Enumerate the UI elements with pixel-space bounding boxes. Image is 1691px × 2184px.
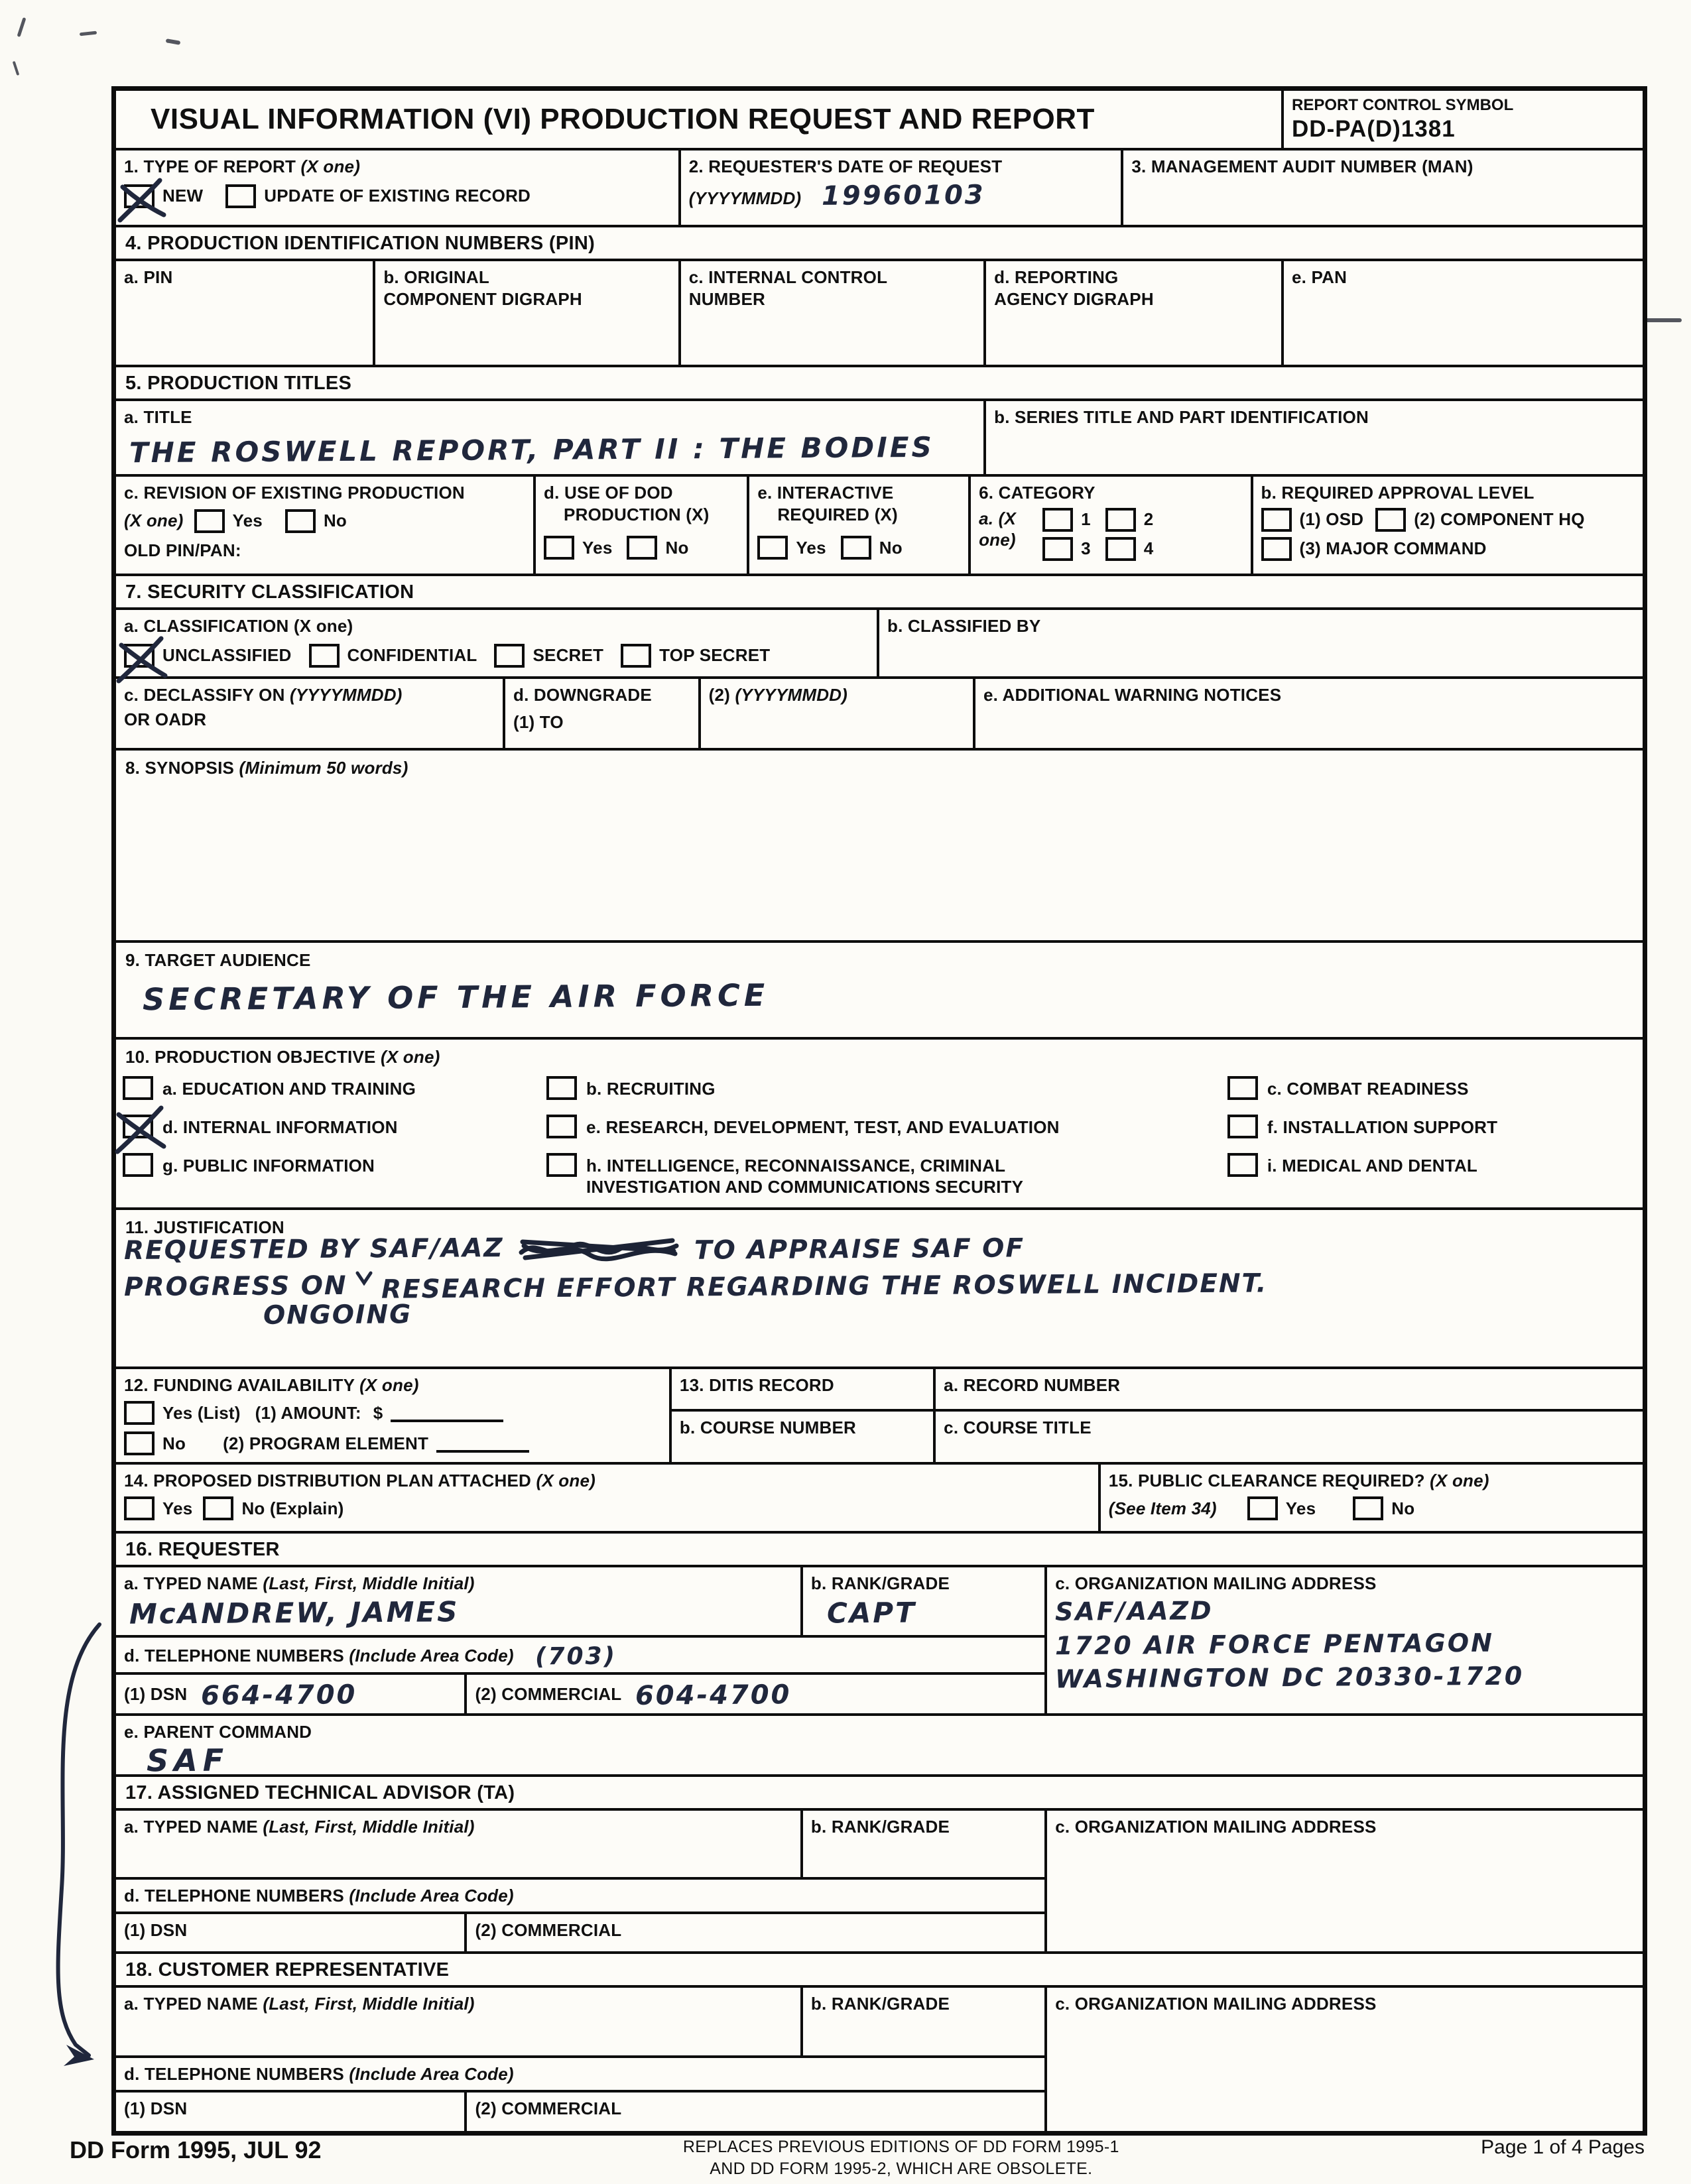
checkbox-revision-yes [194, 509, 225, 533]
section-16-requester [116, 1534, 1643, 1777]
requester-address-line3: WASHINGTON DC 20330-1720 [1055, 1661, 1525, 1694]
pan-cell: e. PAN [1291, 267, 1347, 287]
update-label: UPDATE OF EXISTING RECORD [264, 186, 531, 206]
checkbox-distribution-yes [124, 1496, 155, 1520]
report-control-cell [1284, 91, 1643, 148]
checkbox-funding-yes [124, 1401, 155, 1425]
requester-parent-command-cell: e. PARENT COMMAND SAF [124, 1721, 312, 1779]
revision-cell: c. REVISION OF EXISTING PRODUCTION (X one) Yes No OLD PIN/PAN: [116, 477, 536, 574]
checkbox-education-and-training [123, 1076, 153, 1100]
checkbox-interactive-no [841, 536, 871, 560]
x-mark-unclassified [117, 635, 168, 684]
checkbox-intelligence-reconnaissance [546, 1153, 577, 1177]
new-label: NEW [162, 186, 204, 206]
requester-commercial-value: 604-4700 [635, 1679, 792, 1711]
customer-telephone-cell: d. TELEPHONE NUMBERS (Include Area Code) [116, 2058, 1047, 2093]
requester-parent-command-value: SAF [146, 1742, 229, 1779]
requester-commercial-cell: (2) COMMERCIAL 604-4700 [467, 1675, 1047, 1716]
section-2-format-hint: (YYYYMMDD) [688, 188, 802, 208]
section-4-header: 4. PRODUCTION IDENTIFICATION NUMBERS (PIN) [116, 227, 1643, 261]
objective-option: f. INSTALLATION SUPPORT [1227, 1111, 1636, 1149]
checkbox-installation-support [1227, 1115, 1258, 1138]
checkbox-dod-no [627, 536, 657, 560]
advisor-address-cell: c. ORGANIZATION MAILING ADDRESS [1055, 1816, 1377, 1837]
checkbox-new [124, 184, 155, 208]
page-indicator: Page 1 of 4 Pages [1481, 2136, 1645, 2158]
checkbox-unclassified [124, 644, 155, 668]
production-title-value: THE ROSWELL REPORT, PART II : THE BODIES [129, 430, 934, 469]
checkbox-internal-information [123, 1115, 153, 1138]
requester-name-value: McANDREW, JAMES [129, 1595, 460, 1630]
section-5-production-titles [116, 367, 1643, 576]
x-mark-internal-information [116, 1105, 166, 1154]
scan-mark [166, 38, 181, 45]
downgrade-date-cell: (2) (YYYYMMDD) [701, 679, 975, 748]
requester-telephone-cell: d. TELEPHONE NUMBERS (Include Area Code) (703) [116, 1638, 1047, 1675]
section-13-label: 13. DITIS RECORD [672, 1369, 933, 1412]
section-6-category-cell [971, 477, 1643, 574]
advisor-rank-cell: b. RANK/GRADE [803, 1811, 1047, 1880]
requester-dsn-value: 664-4700 [200, 1679, 357, 1711]
checkbox-category-4 [1105, 537, 1136, 561]
requester-address-line2: 1720 AIR FORCE PENTAGON [1055, 1628, 1495, 1661]
advisor-commercial-cell: (2) COMMERCIAL [467, 1914, 1047, 1951]
checkbox-revision-no [285, 509, 316, 533]
course-number-label: b. COURSE NUMBER [679, 1417, 857, 1437]
form-title: VISUAL INFORMATION (VI) PRODUCTION REQUEST AND REPORT [151, 103, 1095, 135]
pin-cell: a. PIN [116, 261, 375, 365]
checkbox-category-1 [1042, 508, 1073, 532]
checkbox-top-secret [621, 644, 651, 668]
section-11-justification: 11. JUSTIFICATION REQUESTED BY SAF/AAZ TO APPRAISE SAF OF PROGRESS ON RESEARCH EFFORT REGARDING THE ROSWELL INCIDENT. ONGOING [116, 1210, 1643, 1369]
row-sections-14-15 [116, 1465, 1643, 1534]
checkbox-approval-major-command [1261, 537, 1292, 561]
classification-cell: a. CLASSIFICATION (X one) UNCLASSIFIED CONFIDENTIAL SECRET TOP SECRET [116, 610, 879, 676]
scan-mark [17, 17, 26, 37]
section-17-header: 17. ASSIGNED TECHNICAL ADVISOR (TA) [116, 1777, 1643, 1811]
scan-mark [80, 31, 97, 36]
insertion-caret [355, 1271, 373, 1286]
interactive-required-cell: e. INTERACTIVE REQUIRED (X) Yes No [749, 477, 971, 574]
section-13-record-cells [936, 1369, 1643, 1462]
justification-line1: REQUESTED BY SAF/AAZ [123, 1233, 504, 1266]
section-18-customer-representative [116, 1954, 1643, 2131]
requester-typed-name-cell: a. TYPED NAME (Last, First, Middle Initial) McANDREW, JAMES [116, 1567, 803, 1638]
advisor-telephone-cell: d. TELEPHONE NUMBERS (Include Area Code) [116, 1880, 1047, 1914]
section-3-label: 3. MANAGEMENT AUDIT NUMBER (MAN) [1131, 156, 1473, 176]
date-of-request-value: 19960103 [821, 179, 985, 212]
requester-address-line1: SAF/AAZD [1055, 1596, 1214, 1626]
objective-option: a. EDUCATION AND TRAINING [123, 1072, 546, 1111]
section-17-technical-advisor [116, 1777, 1643, 1954]
use-of-dod-cell: d. USE OF DOD PRODUCTION (X) Yes No [536, 477, 749, 574]
checkbox-funding-no [124, 1431, 155, 1455]
section-5-header: 5. PRODUCTION TITLES [116, 367, 1643, 401]
x-mark-new [117, 175, 168, 224]
downgrade-cell: d. DOWNGRADE (1) TO [505, 679, 701, 748]
customer-address-cell: c. ORGANIZATION MAILING ADDRESS [1055, 1993, 1377, 2014]
checkbox-category-3 [1042, 537, 1073, 561]
objective-grid [116, 1069, 1643, 1207]
section-14-distribution-plan: 14. PROPOSED DISTRIBUTION PLAN ATTACHED (X one) Yes No (Explain) [116, 1465, 1101, 1531]
section-4-pin [116, 227, 1643, 367]
checkbox-confidential [309, 644, 340, 668]
section-8-synopsis: 8. SYNOPSIS (Minimum 50 words) [116, 751, 1643, 943]
section-1-type-of-report [116, 151, 681, 225]
scribbled-out-word [516, 1234, 682, 1263]
approval-level-subcell: b. REQUIRED APPROVAL LEVEL (1) OSD (2) COMPONENT HQ (3) MAJOR COMMAND [1253, 477, 1643, 574]
justification-insertion: ONGOING [263, 1300, 412, 1331]
replaces-note: REPLACES PREVIOUS EDITIONS OF DD FORM 1995-1 AND DD FORM 1995-2, WHICH ARE OBSOLETE. [682, 2138, 1119, 2178]
handwritten-margin-arrow [25, 1619, 125, 2083]
customer-dsn-cell: (1) DSN [116, 2093, 467, 2131]
section-11-label: 11. JUSTIFICATION [125, 1217, 284, 1237]
checkbox-distribution-no [203, 1496, 233, 1520]
form-title-cell [116, 91, 1284, 148]
blank-amount-line [391, 1404, 503, 1422]
checkbox-approval-osd [1261, 508, 1292, 532]
additional-warning-notices-cell: e. ADDITIONAL WARNING NOTICES [983, 685, 1282, 705]
advisor-typed-name-cell: a. TYPED NAME (Last, First, Middle Initial) [116, 1811, 803, 1880]
row-sections-1-2-3 [116, 151, 1643, 227]
title-cell: a. TITLE THE ROSWELL REPORT, PART II : THE BODIES [116, 401, 986, 474]
classified-by-cell: b. CLASSIFIED BY [887, 616, 1041, 636]
section-18-header: 18. CUSTOMER REPRESENTATIVE [116, 1954, 1643, 1988]
checkbox-research-development-test-evaluation [546, 1115, 577, 1138]
checkbox-clearance-no [1353, 1496, 1383, 1520]
checkbox-recruiting [546, 1076, 577, 1100]
requester-dsn-cell: (1) DSN 664-4700 [116, 1675, 467, 1716]
requester-rank-value: CAPT [826, 1596, 916, 1630]
section-16-header: 16. REQUESTER [116, 1534, 1643, 1567]
internal-control-number-cell: c. INTERNAL CONTROL NUMBER [681, 261, 986, 365]
record-number-label: a. RECORD NUMBER [936, 1369, 1643, 1412]
target-audience-value: SECRETARY OF THE AIR FORCE [142, 977, 769, 1017]
scan-mark [13, 61, 20, 76]
customer-rank-cell: b. RANK/GRADE [803, 1988, 1047, 2058]
section-15-public-clearance: 15. PUBLIC CLEARANCE REQUIRED? (X one) (See Item 34) Yes No [1101, 1465, 1643, 1531]
objective-option: h. INTELLIGENCE, RECONNAISSANCE, CRIMINAL INVESTIGATION AND COMMUNICATIONS SECURITY [546, 1149, 1227, 1198]
requester-area-code-value: (703) [535, 1642, 617, 1670]
section-13-ditis-record [672, 1369, 936, 1462]
checkbox-update [225, 184, 256, 208]
section-3-management-audit-number [1123, 151, 1643, 225]
reporting-agency-digraph-cell: d. REPORTING AGENCY DIGRAPH [986, 261, 1284, 365]
course-title-label: c. COURSE TITLE [944, 1417, 1092, 1437]
row-sections-12-13 [116, 1369, 1643, 1465]
form-header-row [116, 91, 1643, 151]
old-pin-pan-label: OLD PIN/PAN: [124, 540, 241, 560]
checkbox-approval-component-hq [1375, 508, 1406, 532]
requester-rank-cell: b. RANK/GRADE CAPT [803, 1567, 1047, 1638]
checkbox-secret [494, 644, 525, 668]
advisor-dsn-cell: (1) DSN [116, 1914, 467, 1951]
requester-address-cell: c. ORGANIZATION MAILING ADDRESS SAF/AAZD 1720 AIR FORCE PENTAGON WASHINGTON DC 20330-1720 [1047, 1567, 1643, 1716]
section-10-production-objective: 10. PRODUCTION OBJECTIVE (X one) a. EDUCATION AND TRAINING d. INTERNAL INFORMATION g. PUBLIC INFORMATION b. RECRUITING e. RESEARCH, DEVELOPMENT, TEST, AND EVALUATION h. INTELLIGENCE, RECONNAISSANCE, CRIMINAL INVESTIGATION AND COMMUNICATIONS SECURITY c. COMBAT READINESS f. INSTALLATION SUPPORT i. MEDICAL AND DENTAL [116, 1040, 1643, 1210]
objective-option: d. INTERNAL INFORMATION [123, 1111, 546, 1149]
section-1-label: 1. TYPE OF REPORT (X one) [124, 156, 361, 176]
series-title-cell: b. SERIES TITLE AND PART IDENTIFICATION [994, 407, 1369, 427]
form-id: DD Form 1995, JUL 92 [70, 2136, 322, 2163]
section-7-header: 7. SECURITY CLASSIFICATION [116, 576, 1643, 610]
declassify-on-cell: c. DECLASSIFY ON (YYYYMMDD) OR OADR [116, 679, 505, 748]
objective-option: c. COMBAT READINESS [1227, 1072, 1636, 1111]
customer-typed-name-cell: a. TYPED NAME (Last, First, Middle Initial) [116, 1988, 803, 2058]
form-footer [70, 2136, 1645, 2179]
checkbox-dod-yes [544, 536, 574, 560]
checkbox-clearance-yes [1247, 1496, 1278, 1520]
objective-option: g. PUBLIC INFORMATION [123, 1149, 546, 1198]
category-subcell: 6. CATEGORY a. (X one) 1 2 3 4 [971, 477, 1253, 574]
report-control-label: REPORT CONTROL SYMBOL [1292, 96, 1514, 114]
section-12-funding-availability: 12. FUNDING AVAILABILITY (X one) Yes (List) (1) AMOUNT: $ No (2) PROGRAM ELEMENT [116, 1369, 672, 1462]
checkbox-public-information [123, 1153, 153, 1177]
objective-option: i. MEDICAL AND DENTAL [1227, 1149, 1636, 1198]
dd-form-1995 [111, 86, 1647, 2136]
objective-option: e. RESEARCH, DEVELOPMENT, TEST, AND EVALUATION [546, 1111, 1227, 1149]
section-9-label: 9. TARGET AUDIENCE [125, 950, 311, 970]
justification-line2: PROGRESS ON [123, 1270, 347, 1303]
objective-option: b. RECRUITING [546, 1072, 1227, 1111]
checkbox-medical-and-dental [1227, 1153, 1258, 1177]
section-9-target-audience [116, 943, 1643, 1040]
section-2-label: 2. REQUESTER'S DATE OF REQUEST [688, 156, 1003, 176]
section-2-date-of-request [681, 151, 1124, 225]
original-component-digraph-cell: b. ORIGINAL COMPONENT DIGRAPH [375, 261, 680, 365]
blank-program-element-line [436, 1434, 529, 1453]
report-control-symbol: DD-PA(D)1381 [1292, 116, 1456, 142]
customer-commercial-cell: (2) COMMERCIAL [467, 2093, 1047, 2131]
checkbox-combat-readiness [1227, 1076, 1258, 1100]
section-7-security-classification [116, 576, 1643, 751]
checkbox-interactive-yes [757, 536, 788, 560]
checkbox-category-2 [1105, 508, 1136, 532]
